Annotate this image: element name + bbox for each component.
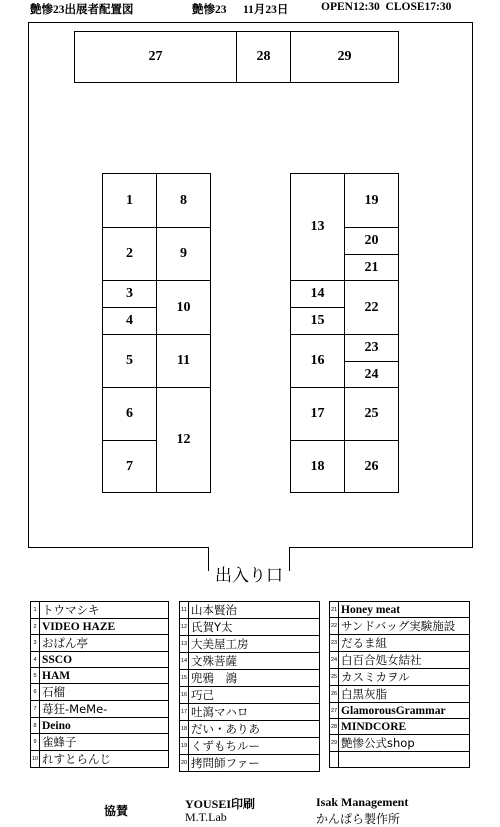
exhibitor-number: 10 bbox=[31, 751, 40, 768]
exhibitor-name: 山本賢治 bbox=[189, 602, 320, 619]
exhibitor-number: 29 bbox=[330, 735, 339, 752]
entrance-jamb-right bbox=[289, 547, 290, 571]
booth-3: 3 bbox=[102, 280, 157, 308]
exhibitor-list-2 bbox=[179, 601, 320, 772]
venue-wall-left bbox=[28, 22, 29, 548]
sponsor-label: 協賛 bbox=[104, 804, 129, 818]
sponsor-3: Isak Management bbox=[316, 795, 409, 809]
booth-19: 19 bbox=[344, 173, 399, 228]
booth-13: 13 bbox=[290, 173, 345, 281]
exhibitor-number: 21 bbox=[330, 602, 339, 618]
booth-4: 4 bbox=[102, 307, 157, 335]
exhibitor-number: 14 bbox=[180, 653, 189, 670]
exhibitor-name: Deino bbox=[40, 718, 169, 734]
exhibitor-name: 白百合処女結社 bbox=[339, 652, 470, 669]
exhibitor-name: だるま組 bbox=[339, 635, 470, 652]
booth-12: 12 bbox=[156, 387, 211, 493]
exhibitor-name: だい・ありあ bbox=[189, 721, 320, 738]
exhibitor-row bbox=[31, 751, 169, 768]
exhibitor-row bbox=[180, 738, 320, 755]
booth-25: 25 bbox=[344, 387, 399, 441]
venue-wall-bottom-left bbox=[28, 547, 209, 548]
exhibitor-number: 23 bbox=[330, 635, 339, 652]
exhibitor-row bbox=[31, 701, 169, 718]
exhibitor-number bbox=[330, 752, 339, 768]
exhibitor-name: トウマシキ bbox=[40, 602, 169, 619]
exhibitor-number: 19 bbox=[180, 738, 189, 755]
exhibitor-row bbox=[180, 619, 320, 636]
booth-21: 21 bbox=[344, 254, 399, 281]
exhibitor-row bbox=[31, 652, 169, 668]
exhibitor-name: れすとらんじ bbox=[40, 751, 169, 768]
exhibitor-name: 吐瀉マハロ bbox=[189, 704, 320, 721]
exhibitor-name: 拷問師ファー bbox=[189, 755, 320, 772]
exhibitor-number: 8 bbox=[31, 718, 40, 734]
exhibitor-row bbox=[330, 652, 470, 669]
exhibitor-number: 24 bbox=[330, 652, 339, 669]
exhibitor-name: 兜鴉 鴻 bbox=[189, 670, 320, 687]
exhibitor-name: 雀蜂子 bbox=[40, 734, 169, 751]
booth-29: 29 bbox=[290, 31, 399, 83]
exhibitor-name: MINDCORE bbox=[339, 719, 470, 735]
booth-26: 26 bbox=[344, 440, 399, 493]
exhibitor-number: 26 bbox=[330, 686, 339, 703]
exhibitor-name: HAM bbox=[40, 668, 169, 684]
booth-5: 5 bbox=[102, 334, 157, 388]
venue-wall-right bbox=[472, 22, 473, 548]
booth-28: 28 bbox=[236, 31, 291, 83]
exhibitor-name: 苺狂-MeMe- bbox=[40, 701, 169, 718]
exhibitor-number: 25 bbox=[330, 669, 339, 686]
exhibitor-row bbox=[180, 704, 320, 721]
booth-11: 11 bbox=[156, 334, 211, 388]
exhibitor-number: 6 bbox=[31, 684, 40, 701]
exhibitor-row bbox=[31, 718, 169, 734]
booth-18: 18 bbox=[290, 440, 345, 493]
venue-wall-bottom-right bbox=[289, 547, 473, 548]
booth-2: 2 bbox=[102, 227, 157, 281]
exhibitor-name: 氏賀Y太 bbox=[189, 619, 320, 636]
booth-20: 20 bbox=[344, 227, 399, 255]
exhibitor-number: 2 bbox=[31, 619, 40, 635]
exhibitor-row bbox=[330, 719, 470, 735]
exhibitor-name: VIDEO HAZE bbox=[40, 619, 169, 635]
booth-9: 9 bbox=[156, 227, 211, 281]
exhibitor-number: 18 bbox=[180, 721, 189, 738]
event-hours: OPEN12:30 CLOSE17:30 bbox=[321, 1, 452, 13]
exhibitor-name: 艶惨公式shop bbox=[339, 735, 470, 752]
map-title: 艶惨23出展者配置図 bbox=[30, 4, 134, 16]
booth-7: 7 bbox=[102, 440, 157, 493]
exhibitor-name: 石榴 bbox=[40, 684, 169, 701]
venue-wall-top bbox=[28, 22, 473, 23]
exhibitor-row bbox=[330, 752, 470, 768]
exhibitor-number: 20 bbox=[180, 755, 189, 772]
exhibitor-number: 7 bbox=[31, 701, 40, 718]
exhibitor-row bbox=[31, 684, 169, 701]
exhibitor-name: くずもちルー bbox=[189, 738, 320, 755]
exhibitor-row bbox=[31, 635, 169, 652]
exhibitor-name: 巧己 bbox=[189, 687, 320, 704]
exhibitor-row bbox=[31, 734, 169, 751]
exhibitor-list-1 bbox=[30, 601, 169, 768]
exhibitor-list-3 bbox=[329, 601, 470, 768]
entrance-label: 出入り口 bbox=[215, 566, 283, 586]
exhibitor-row bbox=[31, 602, 169, 619]
exhibitor-row bbox=[330, 602, 470, 618]
sponsor-2: M.T.Lab bbox=[185, 810, 227, 824]
sponsor-4: かんぱら製作所 bbox=[316, 812, 401, 826]
exhibitor-row bbox=[330, 735, 470, 752]
exhibitor-number: 12 bbox=[180, 619, 189, 636]
exhibitor-number: 15 bbox=[180, 670, 189, 687]
exhibitor-row bbox=[180, 721, 320, 738]
exhibitor-row bbox=[180, 670, 320, 687]
event-date: 11月23日 bbox=[243, 4, 289, 16]
exhibitor-row bbox=[330, 669, 470, 686]
exhibitor-name: カスミカヲル bbox=[339, 669, 470, 686]
exhibitor-number: 3 bbox=[31, 635, 40, 652]
exhibitor-number: 11 bbox=[180, 602, 189, 619]
exhibitor-number: 27 bbox=[330, 703, 339, 719]
exhibitor-row bbox=[330, 686, 470, 703]
exhibitor-number: 22 bbox=[330, 618, 339, 635]
exhibitor-row bbox=[330, 635, 470, 652]
exhibitor-name: GlamorousGrammar bbox=[339, 703, 470, 719]
booth-15: 15 bbox=[290, 307, 345, 335]
exhibitor-number: 5 bbox=[31, 668, 40, 684]
booth-6: 6 bbox=[102, 387, 157, 441]
exhibitor-name: Honey meat bbox=[339, 602, 470, 618]
exhibitor-name bbox=[339, 752, 470, 768]
exhibitor-number: 13 bbox=[180, 636, 189, 653]
exhibitor-row bbox=[180, 636, 320, 653]
exhibitor-row bbox=[330, 618, 470, 635]
exhibitor-row bbox=[31, 668, 169, 684]
exhibitor-row bbox=[180, 602, 320, 619]
exhibitor-name: 白黒灰脂 bbox=[339, 686, 470, 703]
exhibitor-number: 4 bbox=[31, 652, 40, 668]
exhibitor-number: 17 bbox=[180, 704, 189, 721]
exhibitor-row bbox=[180, 687, 320, 704]
booth-22: 22 bbox=[344, 280, 399, 335]
booth-14: 14 bbox=[290, 280, 345, 308]
booth-8: 8 bbox=[156, 173, 211, 228]
exhibitor-name: 文殊菩薩 bbox=[189, 653, 320, 670]
booth-1: 1 bbox=[102, 173, 157, 228]
exhibitor-row bbox=[180, 755, 320, 772]
exhibitor-number: 9 bbox=[31, 734, 40, 751]
exhibitor-number: 1 bbox=[31, 602, 40, 619]
booth-27: 27 bbox=[74, 31, 237, 83]
booth-10: 10 bbox=[156, 280, 211, 335]
exhibitor-name: おぱん亭 bbox=[40, 635, 169, 652]
booth-24: 24 bbox=[344, 361, 399, 388]
booth-23: 23 bbox=[344, 334, 399, 362]
sponsor-1: YOUSEI印刷 bbox=[185, 797, 256, 811]
exhibitor-number: 28 bbox=[330, 719, 339, 735]
exhibitor-name: SSCO bbox=[40, 652, 169, 668]
exhibitor-name: サンドバッグ実験施設 bbox=[339, 618, 470, 635]
exhibitor-number: 16 bbox=[180, 687, 189, 704]
booth-16: 16 bbox=[290, 334, 345, 388]
exhibitor-row bbox=[180, 653, 320, 670]
exhibitor-name: 大美屋工房 bbox=[189, 636, 320, 653]
booth-17: 17 bbox=[290, 387, 345, 441]
exhibitor-row bbox=[31, 619, 169, 635]
exhibitor-row bbox=[330, 703, 470, 719]
event-name: 艶惨23 bbox=[192, 4, 227, 16]
